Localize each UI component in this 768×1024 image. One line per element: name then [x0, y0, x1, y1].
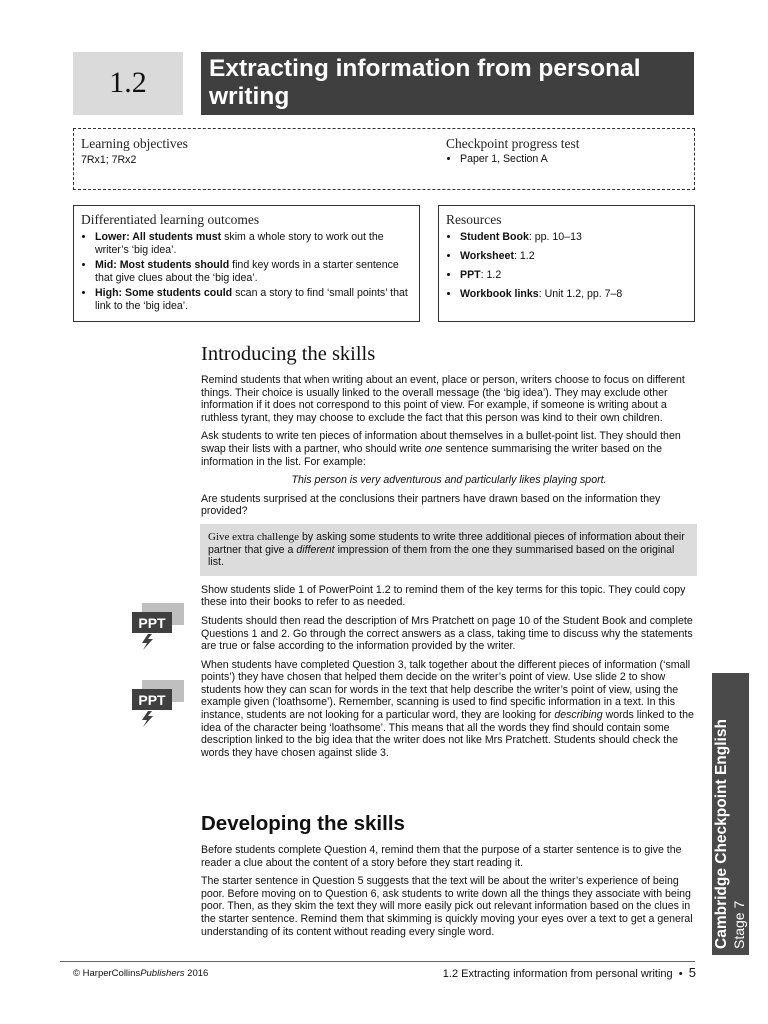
- outcome-item-high: [95, 287, 412, 312]
- resource-label: Student Book: [460, 231, 529, 243]
- resources-heading: Resources: [446, 212, 502, 227]
- extra-challenge-a: by asking some students to write three additional pieces of information about their partner that give a: [208, 530, 685, 556]
- progress-test-item: • Paper 1, Section A: [460, 153, 579, 166]
- example-sentence: This person is very adventurous and particularly likes playing sport.: [291, 474, 607, 487]
- objectives-box: [73, 128, 695, 190]
- lesson-number: 1.2: [73, 52, 183, 115]
- side-tab-text: [712, 673, 749, 955]
- developing-heading: Developing the skills: [201, 812, 405, 835]
- intro-paragraph-2: [201, 430, 697, 468]
- footer-section: 1.2 Extracting information from personal writing: [442, 968, 673, 980]
- resource-text: : pp. 10–13: [528, 231, 582, 243]
- resource-label: PPT: [460, 269, 481, 282]
- ppt-slide-icon: [128, 680, 184, 728]
- introducing-section: [201, 342, 697, 765]
- outcome-label: Mid: Most students should: [95, 259, 230, 272]
- outcome-text: skim a whole story to work out the writer’s ‘big idea’.: [95, 231, 384, 256]
- learning-objectives-value: 7Rx1; 7Rx2: [81, 154, 137, 166]
- resource-text: : 1.2: [480, 269, 502, 282]
- resource-text: : Unit 1.2, pp. 7–8: [538, 288, 623, 301]
- intro-paragraph-5: Students should then read the description of Mrs Pratchett on page 10 of the Student Book and complete Questions 1 and 2. Go through the correct answers as a class, taking time to discuss why the statements are true or false according to the information provided by the writer.: [201, 614, 693, 653]
- side-tab-subtitle: Stage 7: [731, 900, 747, 949]
- footer-divider: [60, 961, 695, 962]
- resource-label: Worksheet: [460, 250, 514, 263]
- learning-outcomes-box: [73, 205, 420, 322]
- learning-objectives: [81, 136, 188, 167]
- resource-item: [460, 231, 687, 244]
- introducing-heading: Introducing the skills: [201, 343, 376, 365]
- outcome-text: find key words in a starter sentence that give clues about the ‘big idea’.: [95, 259, 399, 284]
- checkpoint-progress-test-heading: Checkpoint progress test: [446, 136, 580, 151]
- copyright-b: 2016: [184, 968, 209, 979]
- learning-outcomes-list: [81, 231, 412, 313]
- resources-box: [438, 205, 695, 322]
- intro-paragraph-6: [201, 659, 697, 760]
- intro-paragraph-4: Show students slide 1 of PowerPoint 1.2 to remind them of the key terms for this topic. They could copy these into their books to refer to as needed.: [201, 583, 686, 609]
- ppt-label: PPT: [138, 692, 166, 708]
- extra-challenge-b: impression of them from the one they summarised based on the original list.: [208, 543, 675, 569]
- extra-challenge-lead: Give extra challenge: [208, 530, 300, 543]
- outcome-label: Lower: All students must: [95, 231, 222, 243]
- outcome-item-lower: [95, 231, 412, 256]
- intro-paragraph-2-a: Ask students to write ten pieces of information about themselves in a bullet-point list. They should then swap their lists with a partner, who should write: [201, 430, 681, 455]
- intro-paragraph-3: Are students surprised at the conclusions their partners have drawn based on the information they provided?: [201, 492, 661, 518]
- outcome-label: High: Some students could: [95, 287, 233, 300]
- resource-text: : 1.2: [513, 250, 535, 263]
- developing-paragraph-1: Before students complete Question 4, remind them that the purpose of a starter sentence is to give the reader a clue about the content of a story before they start reading it.: [201, 844, 682, 869]
- page-number: 5: [688, 965, 696, 980]
- resource-item: [460, 288, 687, 301]
- developing-paragraph-2: The starter sentence in Question 5 suggests that the text will be about the writer’s experience of being poor. Before moving on to Question 6, ask students to write down all the things they associate with being poor. Then, as they skim the text they will more easily pick out relevant information based on the clues in the starter sentence. Remind them that skimming is quickly moving your eyes over a text to get a general understanding of its content without reading every single word.: [201, 875, 693, 938]
- ppt-slide-icon: [128, 603, 184, 651]
- side-tab-title: Cambridge Checkpoint English: [713, 719, 730, 949]
- footer-copyright: [73, 968, 208, 980]
- footer-page-info: [443, 966, 696, 981]
- intro-paragraph-6-em: describing: [554, 709, 603, 722]
- progress-test-list: [446, 153, 579, 166]
- resource-item: [460, 269, 687, 282]
- resource-label: Workbook links: [460, 288, 539, 301]
- intro-paragraph-6-b: words linked to the idea of the character being ‘loathsome’. This means that all the words they find should contain some description linked to the big idea that the writer does not like Mrs Pratchett. Students should check the words they have chosen against slide 3.: [201, 709, 694, 759]
- intro-paragraph-2-em: one: [424, 442, 443, 455]
- footer-bullet: •: [678, 968, 683, 980]
- outcome-item-mid: [95, 259, 412, 284]
- intro-paragraph-1: Remind students that when writing about an event, place or person, writers choose to focus on different things. Their choice is usually linked to the overall message (the ‘big idea’). They may exclude other information if it does not correspond to this point of view. For example, if someone is writing about a ruthless tyrant, they may choose to exclude the fact that this person was kind to their own children.: [201, 374, 685, 424]
- outcome-text: scan a story to find ‘small points’ that link to the ‘big idea’.: [95, 287, 408, 312]
- side-tab: [712, 673, 749, 955]
- extra-challenge-em: different: [296, 543, 335, 556]
- intro-paragraph-2-b: sentence summarising the writer based on the information in the list. For example:: [201, 442, 663, 468]
- intro-paragraph-6-a: When students have completed Question 3, talk together about the different pieces of information (‘small points’) they have chosen that helped them decide on the writer’s point of view. Use slide 2 to show students how they can scan for words in the text that help describe the writer’s point of view, using the example given (‘loathsome’). Remember, scanning is used to find specific information in a text. In this instance, students are not looking for a particular word, they are looking for: [201, 658, 691, 722]
- learning-objectives-heading: Learning objectives: [81, 136, 188, 151]
- resource-item: [460, 250, 687, 263]
- resources-list: [446, 231, 687, 301]
- ppt-label: PPT: [138, 615, 166, 631]
- copyright-em: Publishers: [140, 968, 185, 979]
- developing-section: [201, 812, 697, 944]
- extra-challenge-box: [200, 524, 697, 576]
- copyright-a: © HarperCollins: [73, 968, 141, 979]
- learning-outcomes-heading: Differentiated learning outcomes: [81, 212, 260, 227]
- page-title: Extracting information from personal writing: [201, 52, 694, 115]
- checkpoint-progress-test: [446, 136, 579, 171]
